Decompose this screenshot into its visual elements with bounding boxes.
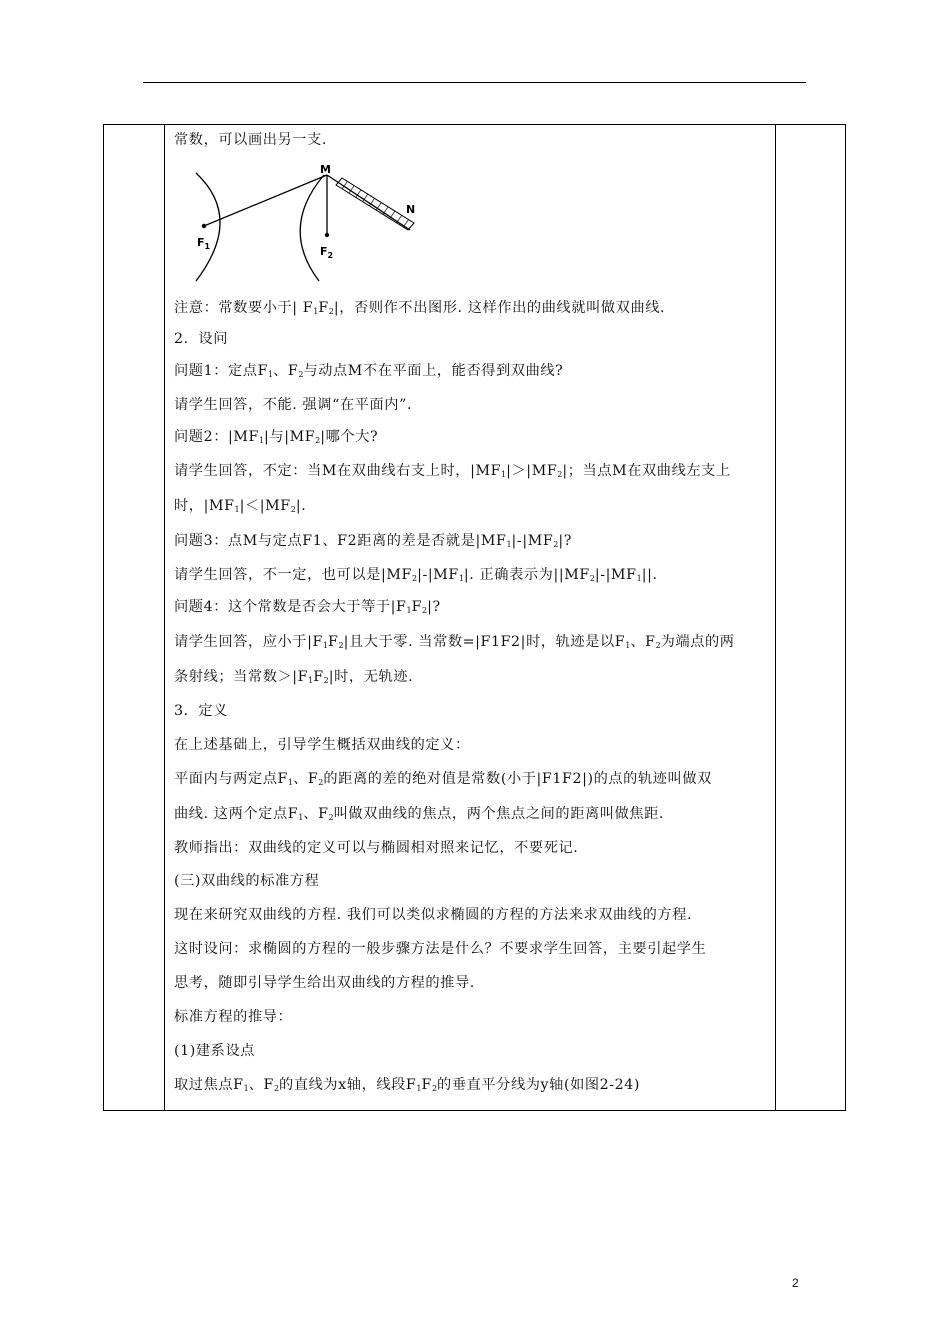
- text-line: 标准方程的推导：: [174, 1009, 293, 1025]
- hyperbola-drawing-figure: [184, 163, 444, 283]
- text-line: 这时设问：求椭圆的方程的一般步骤方法是什么？不要求学生回答，主要引起学生: [174, 941, 707, 957]
- text-line: 问题2：$|MF_1|$与$|MF_2|$哪个大?: [174, 429, 379, 445]
- label-f2: $F_2$: [320, 245, 334, 260]
- text-line: 请学生回答，应小于$|F_1F_2|$且大于零. 当常数=|F1F2|时，轨迹是以$F_1$、$F_2$为端点的两: [174, 634, 735, 650]
- text-line: 取过焦点$F_1$、$F_2$的直线为x轴，线段$F_1F_2$的垂直平分线为y轴(如图2-24): [174, 1077, 641, 1093]
- text-line: 注意：常数要小于| $F_1F_2|$，否则作不出图形. 这样作出的曲线就叫做双曲线.: [174, 300, 666, 316]
- page-number: 2: [792, 1276, 799, 1290]
- text-line: 条射线；当常数$>|F_1F_2|$时，无轨迹.: [174, 669, 414, 685]
- text-line: 问题3：点M与定点F1、F2距离的差是否就是$|MF_1|-|MF_2|$?: [174, 533, 572, 549]
- text-line: 问题1：定点$F_1$、$F_2$与动点M不在平面上，能否得到双曲线?: [174, 363, 564, 379]
- text-line: 时，$|MF_1|<|MF_2|$.: [174, 498, 307, 514]
- text-line: (三)双曲线的标准方程: [174, 873, 320, 889]
- text-line: (1)建系设点: [174, 1043, 256, 1059]
- text-line: 曲线. 这两个定点$F_1$、$F_2$叫做双曲线的焦点，两个焦点之间的距离叫做焦距.: [174, 806, 665, 822]
- text-line: 现在来研究双曲线的方程. 我们可以类似求椭圆的方程的方法来求双曲线的方程.: [174, 907, 693, 923]
- text-line: 在上述基础上，引导学生概括双曲线的定义：: [174, 737, 470, 753]
- focus-f1-point: [202, 224, 206, 228]
- focus-f2-point: [325, 233, 329, 237]
- text-line: 常数，可以画出另一支.: [174, 132, 327, 148]
- text-line: 思考，随即引导学生给出双曲线的方程的推导.: [174, 975, 475, 991]
- text-line: 3．定义: [174, 703, 228, 719]
- label-f1: $F_1$: [197, 236, 211, 251]
- lesson-table: [103, 124, 846, 1111]
- string-line-f1-m: [204, 175, 327, 226]
- label-m: M: [320, 163, 331, 176]
- text-line: 平面内与两定点$F_1$、$F_2$的距离的差的绝对值是常数(小于|F1F2|)的点的轨迹叫做双: [174, 771, 712, 787]
- text-line: 2．设问: [174, 331, 228, 347]
- ruler-hatching: [336, 178, 414, 230]
- table-column-divider-left: [164, 125, 165, 1110]
- table-column-divider-right: [775, 125, 776, 1110]
- text-line: 请学生回答，不定：当M在双曲线右支上时，$|MF_1|>|MF_2|$；当点M在双曲线左支上: [174, 463, 731, 479]
- left-branch-arc: [196, 173, 220, 281]
- text-line: 请学生回答，不一定，也可以是$|MF_2|-|MF_1|$. 正确表示为$||MF_2|-|MF_1||$.: [174, 567, 658, 583]
- label-n: N: [406, 203, 416, 216]
- right-branch-arc: [300, 175, 324, 281]
- text-line: 问题4：这个常数是否会大于等于$|F_1F_2|$?: [174, 599, 441, 615]
- text-line: 请学生回答，不能. 强调“在平面内”.: [174, 397, 413, 413]
- text-line: 教师指出：双曲线的定义可以与椭圆相对照来记忆，不要死记.: [174, 840, 579, 856]
- header-rule: [143, 82, 806, 83]
